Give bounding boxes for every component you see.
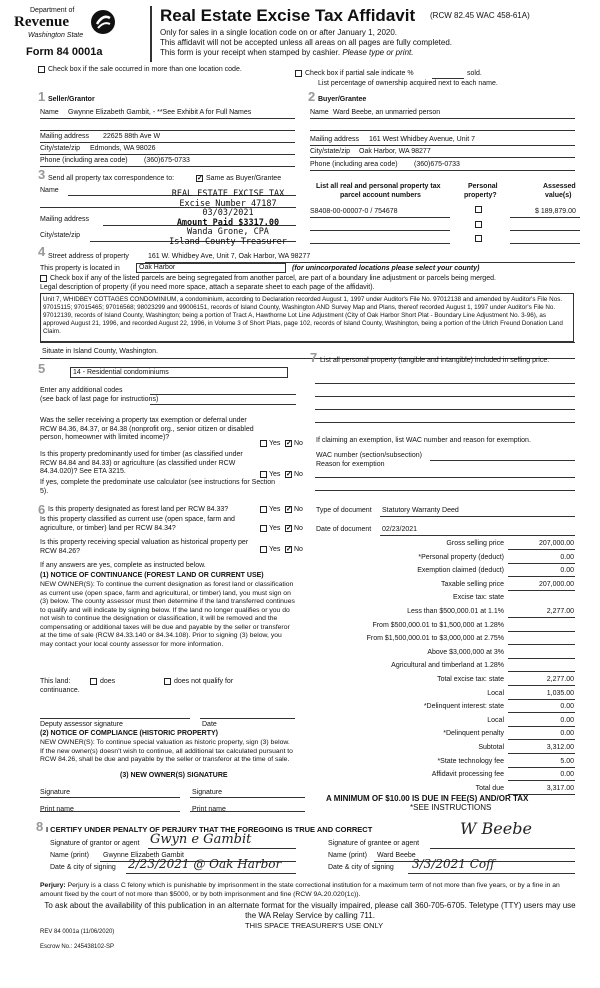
logo-dept: Department of [30, 7, 75, 14]
field-label: Street address of property [48, 253, 129, 260]
see-instructions: *SEE INSTRUCTIONS [410, 803, 492, 812]
rule [310, 170, 575, 171]
calc-rule [508, 644, 575, 645]
location-select[interactable]: Oak Harbor [136, 263, 286, 273]
stamp-line: Amount Paid $3317.00 [176, 217, 280, 228]
field-label: This property is located in [40, 265, 120, 272]
calc-value[interactable]: 207,000.00 [538, 540, 574, 547]
rule [310, 243, 450, 244]
rule [126, 873, 296, 874]
rule [315, 396, 575, 397]
revision-label: REV 84 0001a (11/06/2020) [40, 929, 115, 935]
calc-label: Local [487, 690, 504, 697]
calc-rule [508, 563, 575, 564]
field-label: City/state/zip [40, 232, 81, 239]
rule [510, 243, 580, 244]
section-number: 2 [308, 89, 316, 104]
calc-value[interactable]: 1,035.00 [546, 690, 574, 697]
field-label: Date & city of signing [328, 864, 394, 871]
field-label: City/state/zip [40, 145, 81, 152]
calc-label: Excise tax: state [453, 594, 504, 601]
unincorporated-note: (for unincorporated locations please select your county) [292, 265, 480, 272]
calc-value[interactable]: 2,277.00 [546, 608, 574, 615]
partial-percent-line[interactable] [432, 78, 464, 79]
calc-rule [508, 671, 575, 672]
calc-rule [508, 631, 575, 632]
current-use-question: Is this property classified as current use (open space, farm and agriculture, or timber) land per RCW 84.34? [40, 516, 235, 532]
rule [200, 718, 295, 719]
perjury-notice: Perjury: Perjury is a class C felony which is punishable by imprisonment in the state correctional institution for a maximum term of not more than five years, or by a fine in an amount fixed by the court of not more than $5000, or by both imprisonment and fine (RCW 9A.20.020(1c)). [40, 882, 560, 898]
alternate-format-note: To ask about the availability of this publication in an alternate format for the visually impaired, please call 360-705-6705. Teletype (TTY) users may use the WA Relay Service by calling 711. [44, 901, 576, 920]
rule [510, 230, 580, 231]
calc-label: Local [487, 717, 504, 724]
rule [40, 130, 295, 131]
seller-phone-field[interactable]: (360)675-0733 [144, 157, 190, 164]
section-number: 3 [38, 167, 46, 182]
document-date-field[interactable]: 02/23/2021 [382, 526, 418, 533]
buyer-phone-field[interactable]: (360)675-0733 [414, 161, 460, 168]
buyer-city-field[interactable]: Oak Harbor, WA 98277 [359, 148, 431, 155]
rule [150, 404, 296, 405]
header-divider [150, 6, 152, 62]
segregated-checkbox[interactable] [40, 275, 47, 282]
calc-rule [508, 780, 575, 781]
timber-no-checkbox[interactable]: ✓ [286, 471, 292, 478]
section-number: 5 [38, 361, 46, 376]
calc-rule [508, 549, 575, 550]
forest-yes-checkbox[interactable] [260, 506, 267, 513]
rule [150, 394, 296, 395]
section-number: 4 [38, 244, 46, 259]
minimum-notice: A MINIMUM OF $10.00 IS DUE IN FEE(S) AND/OR TAX [326, 794, 529, 803]
does-label: does [100, 678, 116, 685]
field-label: This land: [40, 678, 71, 685]
stamp-line: Island County Treasurer [169, 236, 287, 247]
rcw-reference: (RCW 82.45 WAC 458-61A) [430, 11, 530, 20]
treasurer-stamp [158, 190, 298, 247]
calc-value[interactable]: 0.00 [560, 730, 574, 737]
new-owner-heading: (3) NEW OWNER(S) SIGNATURE [120, 772, 228, 779]
rule [310, 118, 575, 119]
field-label: Name (print) [328, 852, 367, 859]
timber-question: Is this property predominantly used for timber (as classified under RCW 84.84 and 84.33) or agriculture (as classified under RCW 84.34.020)? See ETA 3215. [40, 451, 243, 475]
field-label: Name [40, 187, 59, 194]
calc-label: Agricultural and timberland at 1.28% [391, 662, 504, 669]
rule [40, 718, 190, 719]
same-as-buyer-checkbox[interactable]: ✓ [197, 175, 203, 182]
form-number: Form 84 0001a [26, 46, 103, 58]
header-note: Only for sales in a single location code on or after January 1, 2020. [160, 28, 398, 37]
rule [315, 477, 575, 478]
partial-sale-checkbox[interactable] [295, 70, 302, 77]
rule [190, 797, 305, 798]
calc-rule [508, 699, 575, 700]
rule [310, 217, 450, 218]
field-label: Mailing address [40, 133, 90, 140]
street-address-field[interactable]: 161 W. Whidbey Ave, Unit 7, Oak Harbor, WA 98277 [148, 253, 311, 260]
forest-no-checkbox[interactable]: ✓ [286, 506, 292, 513]
personal-property-checkbox[interactable] [475, 221, 482, 228]
current-use-yes-checkbox[interactable] [260, 525, 267, 532]
personal-property-checkbox[interactable] [475, 235, 482, 242]
calc-rule [508, 739, 575, 740]
historic-question: Is this property receiving special valuation as historical property per RCW 84.26? [40, 539, 249, 555]
exemption-no-checkbox[interactable]: ✓ [286, 440, 292, 447]
no-label: No [294, 506, 303, 513]
rule [40, 166, 295, 167]
calc-label: From $500,000.01 to $1,500,000 at 1.28% [372, 622, 504, 629]
calc-value[interactable]: 0.00 [560, 567, 574, 574]
legal-description-field[interactable]: Unit 7, WHIDBEY COTTAGES CONDOMINIUM, a condominium, according to Declaration recorded August 1, 1997 under Auditor's File No. 97012138 and amended by Auditor's File Nos. 97015115; 97015465; 97016568; 98023299 and 99006151, records of Island County, Washington AND Survey Map and Plans, thereof recorded August 1, 1997 under Auditor's File No. 97012139, records of Island County, Washington; being a portion of Tract A, Hawthorne Lot Line Adjustment (City of Oak Harbor Short Plat - Boundary Line Adjustment No. 3-96), as approved August 21, 1996, and recorded August 22, 1996, in Volume 3 of Short Plats, page 102, records of Island County, Washington, being a portion of the Ulrich Freund Donation Land Claim. [40, 293, 574, 342]
ownership-note: List percentage of ownership acquired next to each name. [318, 80, 498, 87]
calc-label: Exemption claimed (deduct) [417, 567, 504, 574]
calc-rule [508, 767, 575, 768]
calc-label: *State technology fee [437, 758, 504, 765]
buyer-mailing-field[interactable]: 161 West Whidbey Avenue, Unit 7 [369, 136, 475, 143]
timber-yes-checkbox[interactable] [260, 471, 267, 478]
signature-label: Signature [192, 789, 222, 796]
field-label: Signature of grantor or agent [50, 840, 140, 847]
rule [310, 157, 575, 158]
signature-label: Signature [40, 789, 70, 796]
grantee-signature[interactable]: W Beebe [460, 819, 532, 838]
continuance-label: continuance. [40, 687, 80, 694]
calc-value[interactable]: 0.00 [560, 717, 574, 724]
field-sublabel: (see back of last page for instructions) [40, 396, 159, 403]
rule [510, 217, 580, 218]
assessed-header: value(s) [545, 192, 572, 199]
field-label: Name (print) [50, 852, 89, 859]
correspondence-label: Send all property tax correspondence to: [48, 175, 175, 182]
calc-rule [508, 712, 575, 713]
exemption-yes-checkbox[interactable] [260, 440, 267, 447]
reason-label: Reason for exemption [316, 461, 385, 468]
calc-label: *Delinquent penalty [443, 730, 504, 737]
print-name-label: Print name [192, 806, 226, 813]
property-use-select[interactable]: 14 - Residential condominiums [70, 367, 288, 378]
historic-body: NEW OWNER(S): To continue special valuation as historic property, sign (3) below. If the new owner(s) doesn't wish to continue, all additional tax calculated pursuant to RCW 84.26, shall be due and payable by the seller or transferor at the time of sale. [40, 739, 293, 763]
rule [310, 230, 450, 231]
historic-no-checkbox[interactable]: ✓ [286, 546, 292, 553]
section-number: 6 [38, 502, 46, 517]
historic-yes-checkbox[interactable] [260, 546, 267, 553]
yes-label: Yes [269, 440, 281, 447]
exemption-question: Was the seller receiving a property tax exemption or deferral under RCW 84.36, 84.37, or 84.38 (nonprofit org., senior citizen or disabled person, homeowner with limited income)? [40, 417, 254, 441]
grantor-signature[interactable]: Gwyn e Gambit [150, 832, 252, 847]
grantee-name-field[interactable]: Ward Beebe [377, 852, 416, 859]
field-label: Name [40, 109, 59, 116]
calc-label: *Personal property (deduct) [418, 554, 504, 561]
parcel-number-field[interactable]: S8408-00-00007-0 / 754678 [310, 208, 398, 215]
calc-value[interactable]: 3,317.00 [546, 785, 574, 792]
sold-label: sold. [467, 70, 482, 77]
does-not-qualify-checkbox[interactable] [164, 678, 171, 685]
calc-value[interactable]: 0.00 [560, 771, 574, 778]
calc-value[interactable]: 0.00 [560, 703, 574, 710]
personal-header: property? [464, 192, 497, 199]
answers-note: If any answers are yes, complete as instructed below. [40, 562, 206, 569]
seller-name-field[interactable]: Gwynne Elizabeth Gambit, - **See Exhibit A for Full Names [68, 109, 252, 116]
no-label: No [294, 471, 303, 478]
multi-location-checkbox[interactable] [38, 66, 45, 73]
date-label: Date [202, 721, 217, 728]
calc-rule [508, 617, 575, 618]
field-label: Mailing address [40, 216, 90, 223]
multi-location-label: Check box if the sale occurred in more than one location code. [48, 66, 242, 73]
rule [310, 130, 575, 131]
yes-label: Yes [269, 525, 281, 532]
does-qualify-checkbox[interactable] [90, 678, 97, 685]
yes-label: Yes [269, 506, 281, 513]
field-label: Enter any additional codes [40, 387, 123, 394]
header-note: This form is your receipt when stamped by cashier. Please type or print. [160, 48, 414, 57]
field-label: Signature of grantee or agent [328, 840, 420, 847]
stamp-line: REAL ESTATE EXCISE TAX [171, 189, 285, 199]
rule [310, 145, 575, 146]
no-label: No [294, 440, 303, 447]
exemption-label: If claiming an exemption, list WAC number and reason for exemption. [316, 437, 531, 444]
calc-value[interactable]: 207,000.00 [538, 581, 574, 588]
continuance-body: NEW OWNER(S): To continue the current designation as forest land or classification as current use (open space, farm and agricultural, or timber) land, you must sign on (3) below. The county assessor must then determine if the land transferred continues to qualify and will indicate by signing below. If the land no longer qualifies or you do not wish to continue the designation or classification, it will be removed and the compensating or additional taxes will be due and payable by the seller or transferor at the time of sale (RCW 84.33.140 or 84.34.108). Prior to signing (3) below, you may contact your local county assessor for more information. [40, 581, 295, 648]
rule [40, 118, 295, 119]
partial-sale-label: Check box if partial sale indicate % [305, 70, 414, 77]
assessed-header: Assessed [543, 183, 576, 190]
legal-description-label: Legal description of property (if you need more space, attach a separate sheet to each page of the affidavit). [40, 284, 375, 291]
calc-label: Total due [475, 785, 504, 792]
rule [430, 460, 575, 461]
no-label: No [294, 546, 303, 553]
field-label: Name [310, 109, 329, 116]
grantor-date-city[interactable]: 2/23/2021 @ Oak Harbor [128, 857, 282, 871]
logo-state: Washington State [28, 32, 84, 39]
calc-label: From $1,500,000.01 to $3,000,000 at 2.75% [366, 635, 504, 642]
assessed-value-field[interactable]: $ 189,879.00 [535, 208, 576, 215]
situate-text: Situate in Island County, Washington. [42, 348, 158, 355]
calc-rule [508, 753, 575, 754]
calc-value[interactable]: 2,277.00 [546, 676, 574, 683]
logo-emblem-icon [90, 9, 116, 35]
rule [148, 848, 296, 849]
calc-rule [508, 658, 575, 659]
calc-label: Affidavit processing fee [431, 771, 504, 778]
buyer-heading: Buyer/Grantee [318, 96, 367, 103]
calc-label: *Delinquent interest: state [423, 703, 504, 710]
rule [408, 873, 575, 874]
calc-label: Gross selling price [446, 540, 504, 547]
rule [40, 142, 295, 143]
seller-city-field[interactable]: Edmonds, WA 98026 [90, 145, 156, 152]
rule [430, 848, 575, 849]
segregated-label: Check box if any of the listed parcels are being segregated from another parcel, are part of a boundary line adjustment or parcels being merged. [50, 275, 496, 282]
rule [315, 383, 575, 384]
section-number: 7 [310, 350, 318, 365]
rule [380, 516, 575, 517]
rule [40, 797, 180, 798]
rule [315, 490, 575, 491]
calc-rule [508, 576, 575, 577]
seller-mailing-field[interactable]: 22625 88th Ave W [103, 133, 161, 140]
field-label: Date & city of signing [50, 864, 116, 871]
calc-label: Less than $500,000.01 at 1.1% [407, 608, 504, 615]
calc-rule [508, 726, 575, 727]
rule [40, 154, 295, 155]
field-label: City/state/zip [310, 148, 351, 155]
calc-value[interactable]: 5.00 [560, 758, 574, 765]
logo-brand: Revenue [14, 14, 69, 30]
continuance-heading: (1) NOTICE OF CONTINUANCE (FOREST LAND OR CURRENT USE) [40, 572, 264, 579]
section-number: 1 [38, 89, 46, 104]
calc-label: Subtotal [478, 744, 504, 751]
calc-value[interactable]: 3,312.00 [546, 744, 574, 751]
calc-rule [508, 590, 575, 591]
stamp-line: 03/03/2021 [202, 208, 254, 218]
rule [40, 342, 575, 343]
personal-property-checkbox[interactable] [475, 206, 482, 213]
certification-heading: I CERTIFY UNDER PENALTY OF PERJURY THAT THE FOREGOING IS TRUE AND CORRECT [46, 825, 373, 834]
grantor-name-field[interactable]: Gwynne Elizabeth Gambit [103, 852, 184, 859]
document-type-field[interactable]: Statutory Warranty Deed [382, 507, 459, 514]
buyer-name-field[interactable]: Ward Beebe, an unmarried person [333, 109, 441, 116]
stamp-line: Wanda Grone, CPA [187, 227, 269, 237]
current-use-no-checkbox[interactable]: ✓ [286, 525, 292, 532]
same-as-buyer-label: Same as Buyer/Grantee [206, 175, 282, 182]
no-label: No [294, 525, 303, 532]
seller-heading: Seller/Grantor [48, 96, 95, 103]
personal-header: Personal [468, 183, 498, 190]
wac-label: WAC number (section/subsection) [316, 452, 422, 459]
yes-label: Yes [269, 471, 281, 478]
stamp-line: Excise Number 47187 [179, 198, 277, 209]
does-not-label: does not qualify for [174, 678, 234, 685]
grantee-date-city[interactable]: 3/3/2021 Coff [412, 857, 495, 871]
section-number: 8 [36, 819, 44, 834]
forest-question: Is this property designated as forest land per RCW 84.33? [48, 506, 229, 513]
rule [315, 409, 575, 410]
yes-label: Yes [269, 546, 281, 553]
field-label: Phone (including area code) [310, 161, 398, 168]
header-note: This affidavit will not be accepted unless all areas on all pages are fully completed. [160, 38, 453, 47]
calc-value[interactable]: 0.00 [560, 554, 574, 561]
treasurer-space: THIS SPACE TREASURER'S USE ONLY [245, 921, 384, 930]
field-label: Date of document [316, 526, 372, 533]
print-name-label: Print name [40, 806, 74, 813]
personal-property-label: List all personal property (tangible and intangible) included in selling price. [320, 357, 550, 364]
field-label: Mailing address [310, 136, 360, 143]
calc-label: Above $3,000,000 at 3% [427, 649, 504, 656]
field-label: Type of document [316, 507, 372, 514]
rule [380, 535, 575, 536]
calc-label: Taxable selling price [440, 581, 504, 588]
historic-heading: (2) NOTICE OF COMPLIANCE (HISTORIC PROPERTY) [40, 730, 218, 737]
rule [315, 422, 575, 423]
parcel-header: List all real and personal property tax [316, 183, 441, 190]
parcel-header: parcel account numbers [340, 192, 421, 199]
calc-rule [508, 685, 575, 686]
escrow-number: Escrow No.: 245438102-SP [40, 944, 115, 950]
page-title: Real Estate Excise Tax Affidavit [160, 6, 416, 25]
field-label: Phone (including area code) [40, 157, 128, 164]
ifyes-note: If yes, complete the predominate use calculator (see instructions for Section 5). [40, 479, 276, 495]
calc-label: Total excise tax: state [437, 676, 504, 683]
deputy-signature-label: Deputy assessor signature [40, 721, 123, 728]
